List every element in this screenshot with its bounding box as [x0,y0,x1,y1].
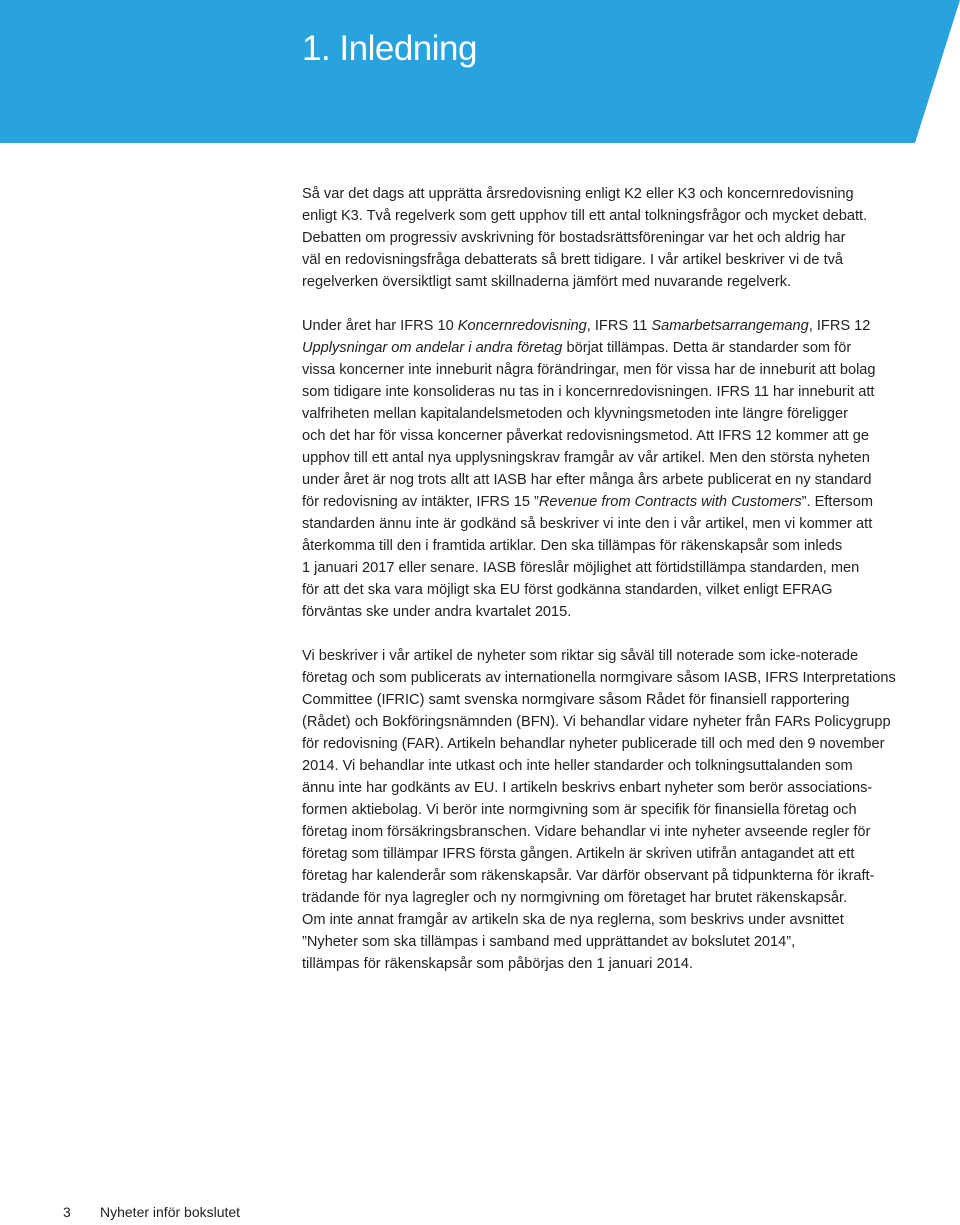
text-segment: företag och som publicerats av internationella normgivare såsom IASB, IFRS Interpretations [302,670,896,686]
text-line [302,447,932,469]
text-segment: tillämpas för räkenskapsår som påbörjas den 1 januari 2014. [302,956,694,972]
text-line [302,953,932,975]
text-line [302,513,932,535]
italic-title: Samarbetsarrangemang [651,318,809,334]
page-footer [63,1203,240,1221]
text-segment: valfriheten mellan kapitalandelsmetoden och klyvningsmetoden inte längre föreligger [302,406,848,422]
text-segment: regelverken översiktligt samt skillnaderna jämfört med nuvarande regelverk. [302,274,792,290]
text-line [302,843,932,865]
text-line [302,645,932,667]
text-line [302,381,932,403]
text-line [302,755,932,777]
text-segment: enligt K3. Två regelverk som gett upphov till ett antal tolkningsfrågor och mycket debatt. [302,208,868,224]
text-segment: trädande för nya lagregler och ny normgivning om företaget har brutet räkenskapsår. [302,890,848,906]
text-line [302,865,932,887]
text-line [302,271,932,293]
italic-title: Revenue from Contracts with Customers [538,494,802,510]
text-segment: för redovisning (FAR). Artikeln behandlar nyheter publicerade till och med den 9 november [302,736,885,752]
text-line [302,689,932,711]
text-line [302,249,932,271]
text-segment: Så var det dags att upprätta årsredovisning enligt K2 eller K3 och koncernredovisning [302,186,854,202]
text-line [302,337,932,359]
text-line [302,557,932,579]
text-line [302,887,932,909]
italic-title: Koncernredovisning [457,318,587,334]
text-segment: för redovisning av intäkter, IFRS 15 ” [302,494,539,510]
text-segment: Under året har IFRS 10 [302,318,458,334]
text-line [302,711,932,733]
text-segment: företag som tillämpar IFRS första gången. Artikeln är skriven utifrån antagandet att ett [302,846,855,862]
text-line [302,821,932,843]
text-line [302,469,932,491]
header-band-polygon [0,0,960,143]
text-segment: vissa koncerner inte inneburit några förändringar, men för vissa har de inneburit att bolag [302,362,876,378]
page-number: 3 [63,1204,71,1220]
italic-title: Upplysningar om andelar i andra företag [302,340,563,356]
intro-paragraph [302,183,932,293]
text-segment: , IFRS 12 [808,318,871,334]
text-line [302,205,932,227]
text-line [302,579,932,601]
text-segment: företag inom försäkringsbranschen. Vidare behandlar vi inte nyheter avseende regler för [302,824,871,840]
text-segment: och det har för vissa koncerner påverkat redovisningsmetod. Att IFRS 12 kommer att ge [302,428,869,444]
text-segment: upphov till ett antal nya upplysningskrav framgår av vår artikel. Men den största nyheten [302,450,870,466]
chapter-header-band [0,0,960,143]
ifrs-paragraph [302,315,932,623]
text-segment: börjat tillämpas. Detta är standarder som för [562,340,852,356]
text-segment: för att det ska vara möjligt ska EU först godkänna standarden, vilket enligt EFRAG [302,582,833,598]
text-line [302,909,932,931]
text-line [302,359,932,381]
text-line [302,667,932,689]
text-segment: (Rådet) och Bokföringsnämnden (BFN). Vi behandlar vidare nyheter från FARs Policygrupp [302,714,891,730]
chapter-title: 1. Inledning [302,29,477,68]
text-segment: 1 januari 2017 eller senare. IASB föreslår möjlighet att förtidstillämpa standarden, men [302,560,860,576]
text-segment: som tidigare inte konsolideras nu tas in i koncernredovisningen. IFRS 11 har inneburit att [302,384,875,400]
text-segment: under året är nog trots allt att IASB har efter många års arbete publicerat en ny standard [302,472,872,488]
text-segment: väl en redovisningsfråga debatterats så brett tidigare. I vår artikel beskriver vi de två [302,252,844,268]
text-line [302,777,932,799]
text-segment: Debatten om progressiv avskrivning för bostadsrättsföreningar var het och aldrig har [302,230,846,246]
scope-paragraph [302,645,932,975]
text-segment: formen aktiebolag. Vi berör inte normgivning som är specifik för finansiella företag och [302,802,857,818]
text-segment: Om inte annat framgår av artikeln ska de nya reglerna, som beskrivs under avsnittet [302,912,844,928]
text-line [302,227,932,249]
text-segment: ännu inte har godkänts av EU. I artikeln beskrivs enbart nyheter som berör associations- [302,780,873,796]
text-line [302,315,932,337]
text-line [302,491,932,513]
text-line [302,183,932,205]
text-line [302,535,932,557]
text-segment: företag har kalenderår som räkenskapsår. Var därför observant på tidpunkterna för ikraft- [302,868,875,884]
text-line [302,601,932,623]
text-segment: ”Nyheter som ska tillämpas i samband med upprättandet av bokslutet 2014”, [302,934,796,950]
text-segment: , IFRS 11 [586,318,652,334]
text-segment: Committee (IFRIC) samt svenska normgivare såsom Rådet för finansiell rapportering [302,692,850,708]
text-segment: ”. Eftersom [801,494,873,510]
header-band-shape [0,0,960,143]
text-line [302,931,932,953]
text-segment: förväntas ske under andra kvartalet 2015. [302,604,572,620]
text-segment: standarden ännu inte är godkänd så beskriver vi inte den i vår artikel, men vi kommer att [302,516,873,532]
text-line [302,733,932,755]
text-segment: 2014. Vi behandlar inte utkast och inte heller standarder och tolkningsuttalanden som [302,758,853,774]
text-segment: Vi beskriver i vår artikel de nyheter som riktar sig såväl till noterade som icke-noterade [302,648,859,664]
text-line [302,403,932,425]
text-segment: återkomma till den i framtida artiklar. Den ska tillämpas för räkenskapsår som inleds [302,538,843,554]
publication-name: Nyheter inför bokslutet [100,1204,241,1220]
article-body [302,183,932,975]
text-line [302,425,932,447]
text-line [302,799,932,821]
